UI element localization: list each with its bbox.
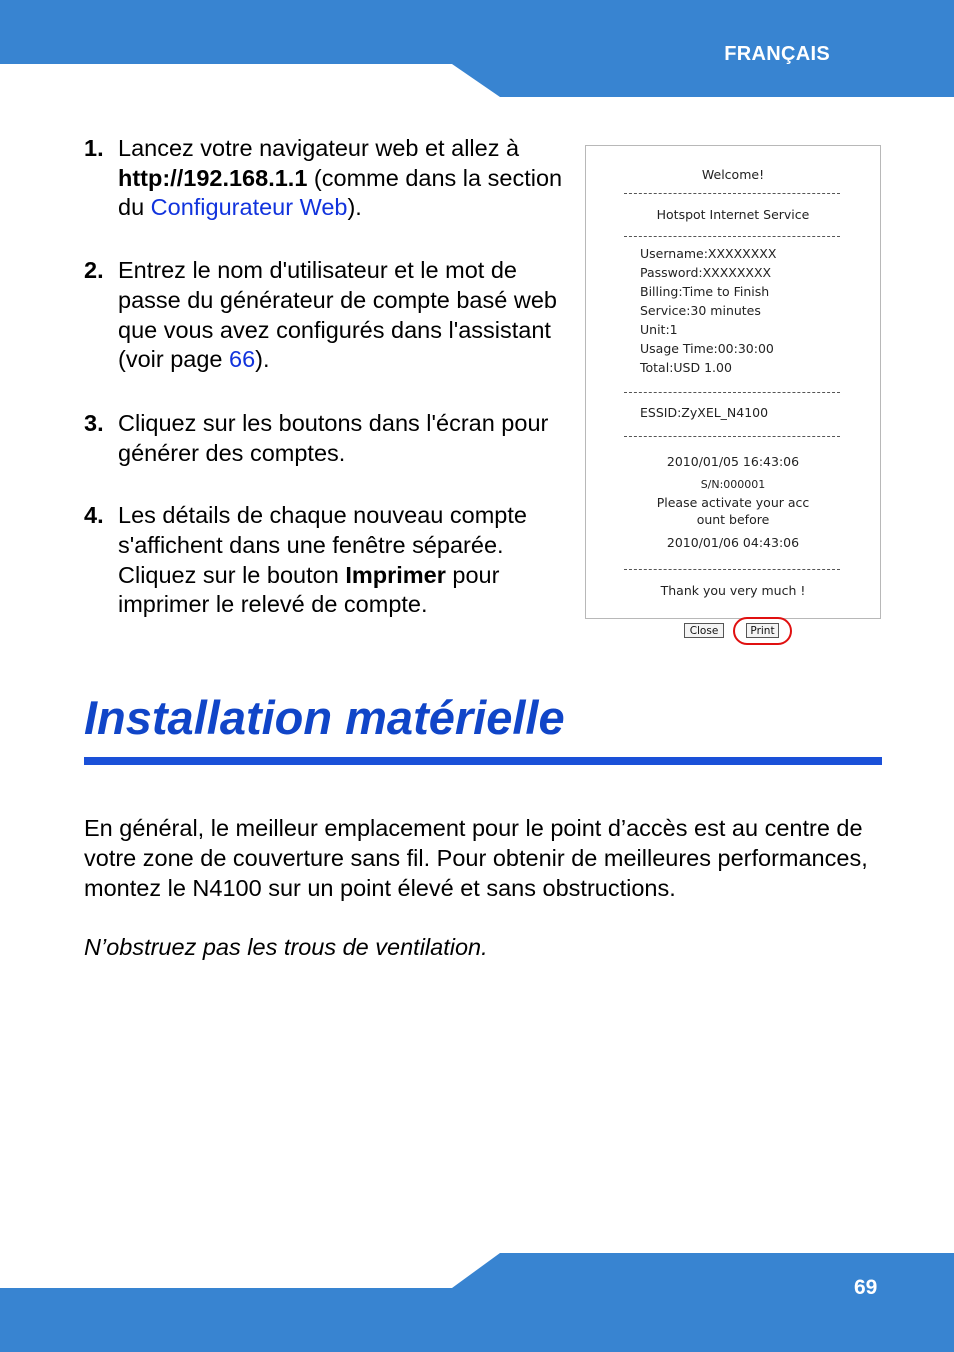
receipt-activate-line-1: Please activate your acc (656, 495, 810, 510)
step-text-part: Les détails de chaque nouveau compte s'affichent dans une fenêtre séparée. Cliquez sur le bouton (118, 502, 527, 588)
receipt-billing: Billing:Time to Finish (640, 284, 770, 299)
print-button[interactable]: Print (746, 623, 779, 638)
step-number: 2. (84, 257, 104, 284)
print-button-highlight (733, 617, 792, 645)
receipt-service-title: Hotspot Internet Service (656, 207, 810, 222)
url-text: http://192.168.1.1 (118, 164, 308, 191)
close-button[interactable]: Close (684, 623, 724, 638)
step-text (118, 134, 564, 223)
section-heading: Installation matérielle (84, 691, 565, 744)
step-item-4 (84, 501, 564, 620)
step-text (118, 256, 564, 375)
receipt-created-time: 2010/01/05 16:43:06 (666, 454, 800, 469)
language-label: FRANÇAIS (724, 43, 830, 65)
intro-paragraph: En général, le meilleur emplacement pour le point d’accès est au centre de votre zone de couverture sans fil. Pour obtenir de meilleures performances, montez le N4100 sur un point élevé et sans obstructions. (84, 815, 868, 901)
receipt-divider (624, 436, 840, 437)
step-text-part: Lancez votre navigateur web et allez à (118, 135, 520, 161)
receipt-divider (624, 569, 840, 570)
step-number: 3. (84, 409, 104, 436)
receipt-unit: Unit:1 (640, 322, 678, 337)
receipt-total: Total:USD 1.00 (640, 360, 732, 375)
receipt-welcome: Welcome! (701, 167, 765, 182)
page-number: 69 (854, 1276, 878, 1299)
step-text-part: ). (347, 194, 362, 221)
footer-band (0, 1253, 954, 1352)
step-item-2 (84, 256, 564, 375)
step-item-3 (84, 409, 564, 468)
receipt-essid: ESSID:ZyXEL_N4100 (640, 405, 769, 420)
step-text-part: ). (255, 346, 270, 373)
print-keyword: Imprimer (345, 561, 446, 588)
receipt-divider (624, 236, 840, 237)
receipt-activate-line-2: ount before (696, 512, 770, 527)
footer-band-shape (0, 1253, 954, 1352)
step-list (84, 134, 564, 620)
ventilation-note: N’obstruez pas les trous de ventilation. (84, 934, 488, 960)
page-link[interactable]: 66 (229, 346, 256, 373)
step-text-part: Entrez le nom d'utilisateur et le mot de passe du générateur de compte basé web que vous avez configurés dans l'assistant (voir page (118, 257, 557, 373)
account-receipt-window (585, 145, 881, 619)
receipt-usage-time: Usage Time:00:30:00 (640, 341, 774, 356)
step-text-part: (comme dans la section du (118, 164, 563, 221)
step-number: 4. (84, 502, 104, 529)
receipt-serial-number: S/N:000001 (700, 478, 766, 491)
receipt-thanks: Thank you very much ! (660, 583, 806, 598)
heading-rule (84, 757, 882, 765)
receipt-divider (624, 193, 840, 194)
receipt-service: Service:30 minutes (640, 303, 761, 318)
receipt-password: Password:XXXXXXXX (640, 265, 772, 280)
step-text (118, 501, 564, 620)
receipt-divider (624, 392, 840, 393)
receipt-expiry-time: 2010/01/06 04:43:06 (666, 535, 800, 550)
configurator-link[interactable]: Configurateur Web (150, 194, 348, 221)
step-text: Cliquez sur les boutons dans l'écran pour générer des comptes. (118, 409, 549, 466)
step-item-1 (84, 134, 564, 223)
step-text-part: pour imprimer le relevé de compte. (118, 561, 500, 618)
receipt-username: Username:XXXXXXXX (640, 246, 777, 261)
step-number: 1. (84, 135, 104, 161)
